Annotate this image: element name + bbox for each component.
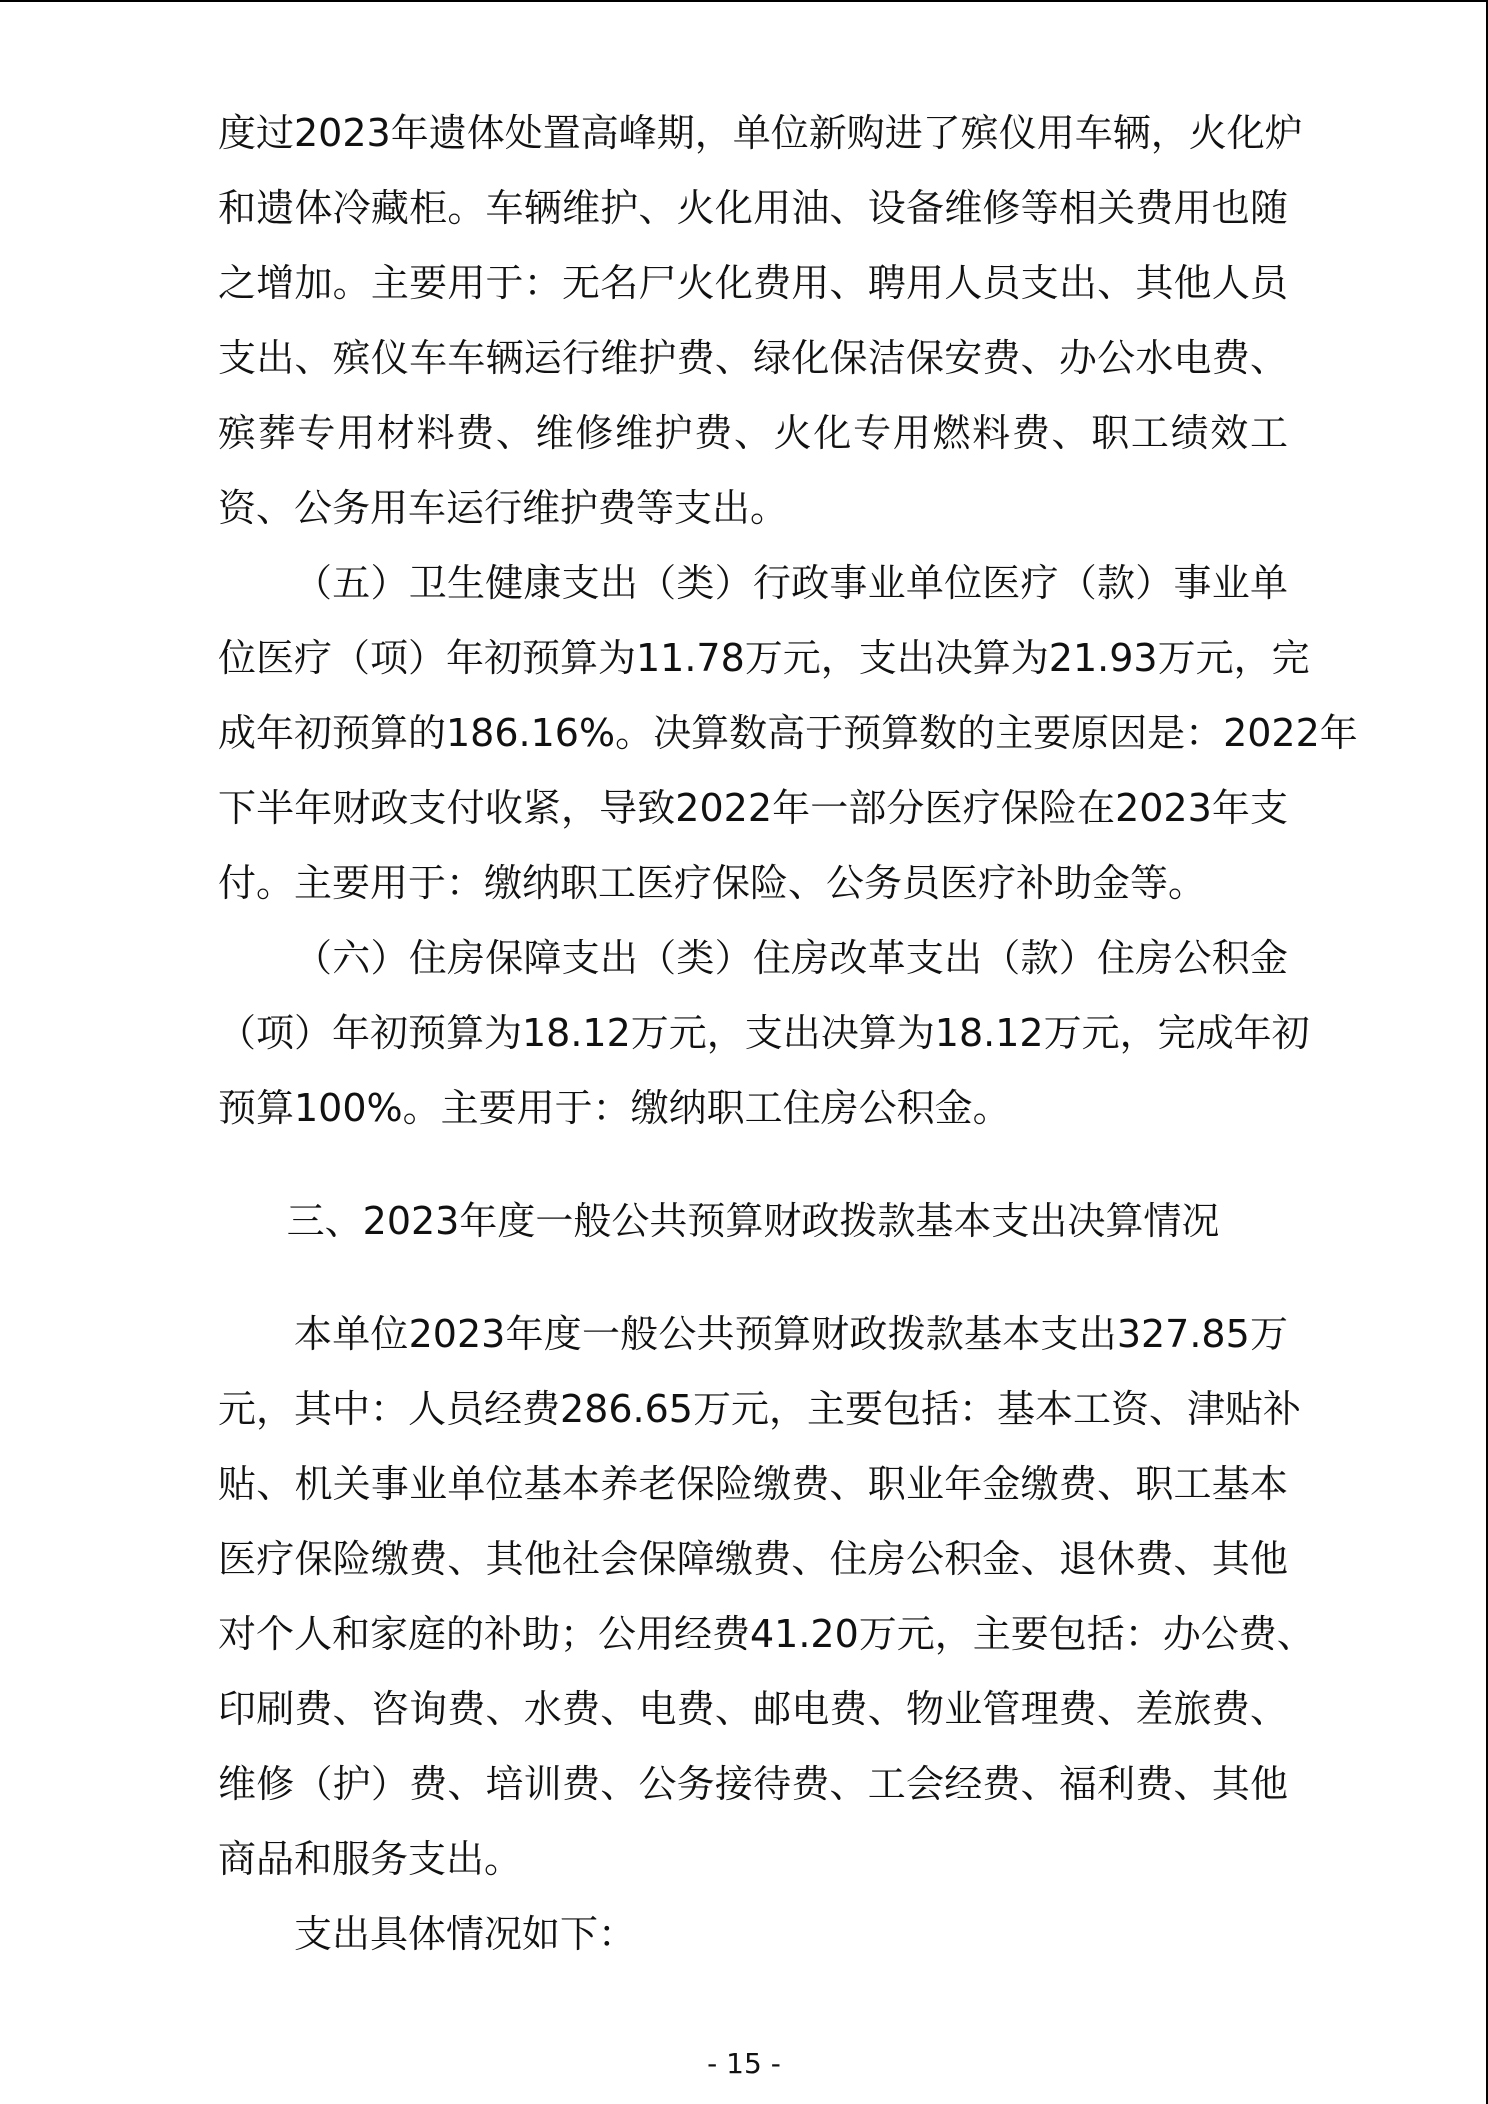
text-line: 和遗体冷藏柜。车辆维护、火化用油、设备维修等相关费用也随 [218, 186, 1288, 230]
text-line: 元，其中：人员经费286.65万元，主要包括：基本工资、津贴补 [218, 1387, 1301, 1431]
text-line: 位医疗（项）年初预算为11.78万元，支出决算为21.93万元，完 [218, 636, 1310, 680]
text-line: 维修（护）费、培训费、公务接待费、工会经费、福利费、其他 [218, 1762, 1288, 1806]
text-line: （项）年初预算为18.12万元，支出决算为18.12万元，完成年初 [218, 1011, 1310, 1055]
paragraph-p5 [218, 1897, 1288, 1972]
document-page [218, 96, 1358, 1972]
text-line: 贴、机关事业单位基本养老保险缴费、职业年金缴费、职工基本 [218, 1462, 1288, 1506]
text-line: 对个人和家庭的补助；公用经费41.20万元，主要包括：办公费、 [218, 1612, 1315, 1656]
text-line: 成年初预算的186.16%。决算数高于预算数的主要原因是：2022年 [218, 711, 1358, 755]
page-number: - 15 - [707, 2047, 781, 2080]
text-line: 度过2023年遗体处置高峰期，单位新购进了殡仪用车辆，火化炉 [218, 111, 1303, 155]
text-line: 付。主要用于：缴纳职工医疗保险、公务员医疗补助金等。 [218, 861, 1207, 905]
section-heading: 三、2023年度一般公共预算财政拨款基本支出决算情况 [286, 1199, 1220, 1243]
text-line: 本单位2023年度一般公共预算财政拨款基本支出327.85万 [294, 1312, 1288, 1356]
text-line: 资、公务用车运行维护费等支出。 [218, 486, 789, 530]
paragraph-p2 [218, 546, 1358, 921]
paragraph-p1 [218, 96, 1303, 546]
text-line: 印刷费、咨询费、水费、电费、邮电费、物业管理费、差旅费、 [218, 1687, 1288, 1731]
text-line: 医疗保险缴费、其他社会保障缴费、住房公积金、退休费、其他 [218, 1537, 1288, 1581]
text-line: 支出具体情况如下： [294, 1912, 637, 1956]
paragraph-p3 [218, 921, 1310, 1146]
text-line: 支出、殡仪车车辆运行维护费、绿化保洁保安费、办公水电费、 [218, 336, 1288, 380]
text-line: 下半年财政支付收紧，导致2022年一部分医疗保险在2023年支 [218, 786, 1288, 830]
text-line: 预算100%。主要用于：缴纳职工住房公积金。 [218, 1086, 1011, 1130]
page-top-border [0, 0, 1488, 2]
text-line: （六）住房保障支出（类）住房改革支出（款）住房公积金 [294, 936, 1288, 980]
paragraph-p4 [218, 1297, 1315, 1897]
text-line: 之增加。主要用于：无名尸火化费用、聘用人员支出、其他人员 [218, 261, 1288, 305]
text-line: （五）卫生健康支出（类）行政事业单位医疗（款）事业单 [294, 561, 1288, 605]
text-line: 商品和服务支出。 [218, 1837, 523, 1881]
text-line: 殡葬专用材料费、维修维护费、火化专用燃料费、职工绩效工 [218, 411, 1288, 455]
